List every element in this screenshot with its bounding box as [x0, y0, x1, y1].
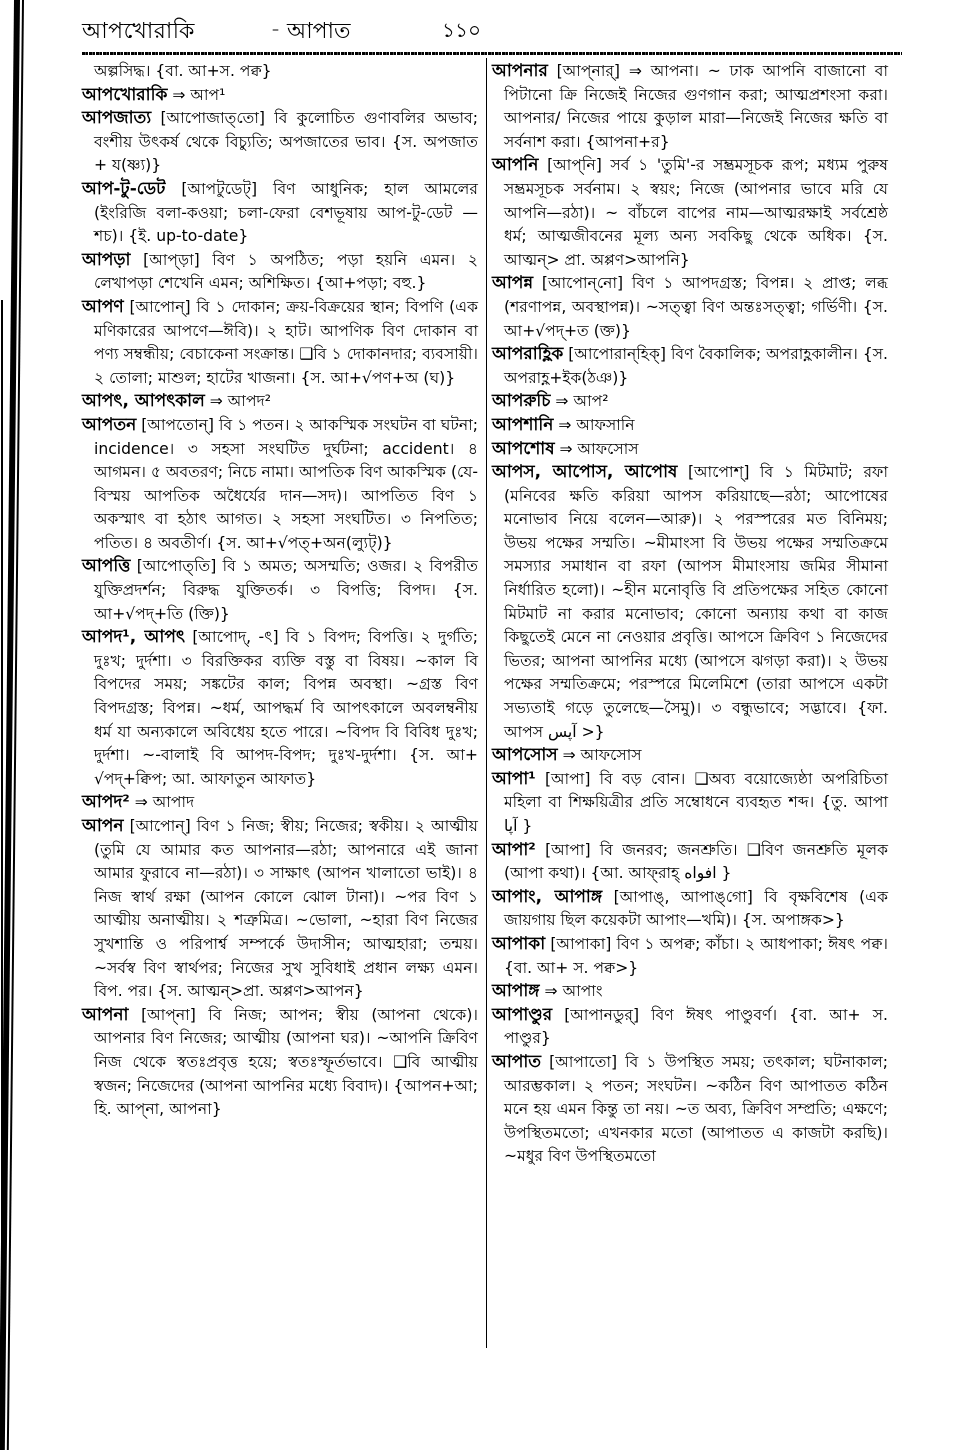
page-header	[82, 0, 902, 50]
entry-definition: [আপা] বি জনরব; জনশ্রুতি। ❑বিণ জনশ্রুতি মূলক (আপা কথা)। {আ. আফ্‌রাহ্ افواه }	[504, 840, 888, 883]
entry-definition: ⇒ আফসোস	[559, 439, 639, 458]
dictionary-entry	[492, 414, 888, 438]
entry-definition: [আপোন্‌নো] বিণ ১ আপদগ্রস্ত; বিপন্ন। ২ প্রাপ্ত; লব্ধ (শরণাপন্ন, অবস্থাপন্ন)। ~সত্ত্বা বিণ অন্তঃসত্ত্বা; গর্ভিণী। {স. আ+√পদ্+ত (ক্ত)}	[504, 274, 888, 340]
entry-headword: আপজাত্য	[82, 108, 152, 129]
dictionary-entry	[492, 272, 888, 343]
entry-headword: আপণ	[82, 296, 124, 317]
dictionary-entry	[82, 249, 478, 296]
entry-definition: [আপোশ্] বি ১ মিটমাট; রফা (মনিবের ক্ষতি করিয়া আপস করিয়াছে—রঠা; আপোষের মনোভাব নিয়ে বলেন—আরু)। ২ পরস্পরের মত বিনিময়; উভয় পক্ষের সম্মতি। ~মীমাংসা বি উভয় পক্ষের সম্মতিক্রমে সমস্যার সমাধান বা রফা (আপস মীমাংসায় জমির সীমানা নির্ধারিত হলো)। ~হীন মনোবৃত্তি বি প্রতিপক্ষের সহিত কোনো মিটমাট না করার মনোভাব; কোনো অন্যায় কথা বা কাজ কিছুতেই মেনে না নেওয়ার প্রবৃত্তি। আপসে ক্রিবিণ ১ নিজেদের ভিতর; আপনা আপনির মধ্যে (আপসে ঝগড়া করা)। ২ উভয় পক্ষের সম্মতিক্রমে; পরস্পরে মিলেমিশে (তারা আপসে একটা সভ্যতাই গড়ে তুলেছে—সৈমু)। ৩ বন্ধুভাবে; সদ্ভাবে। {ফা. আপস آپس >}	[504, 463, 888, 741]
entry-definition: ⇒ আপদ²	[209, 392, 271, 411]
dictionary-entry	[492, 390, 888, 414]
entry-headword: আপাণ্ডুর	[492, 1004, 553, 1025]
entry-definition: [আপাতো] বি ১ উপস্থিত সময়; তৎকাল; ঘটনাকাল; আরম্ভকাল। ২ পতন; সংঘটন। ~কঠিন বিণ আপাতত কঠিন মনে হয় এমন কিন্তু তা নয়। ~ত অব্য, ক্রিবিণ সম্প্রতি; এক্ষণে; উপস্থিতমতো; এখনকার মতো (আপাতত এ কাজটা করছি)। ~মধুর বিণ উপস্থিতমতো	[504, 1052, 888, 1166]
entry-definition: [আপোত্‌তি] বি ১ অমত; অসম্মতি; ওজর। ২ বিপরীত যুক্তিপ্রদর্শন; বিরুদ্ধ যুক্তিতর্ক। ৩ বিপত্তি; বিপদ। {স. আ+√পদ্+তি (ক্তি)}	[94, 557, 478, 623]
dictionary-entry	[492, 839, 888, 886]
entry-definition: ⇒ আফসোস	[562, 746, 642, 765]
dictionary-entry	[82, 296, 478, 390]
entry-headword: আপাত	[492, 1051, 542, 1072]
entry-definition: [আপতোন্] বি ১ পতন। ২ আকস্মিক সংঘটন বা ঘটনা; incidence। ৩ সহসা সংঘটিত দুর্ঘটনা; accident। ৪ আগমন। ৫ অবতরণ; নিচে নামা। আপতিক বিণ আকস্মিক (যে-বিস্ময় আপতিক অধৈর্যের দান—সদ)। আপতিত বিণ ১ অকস্মাৎ বা হঠাৎ আগত। ২ সহসা সংঘটিত। ৩ নিপতিত; পতিত। ৪ অবতীর্ণ। {স. আ+√পত্+অন(ল্যুট্)}	[94, 415, 478, 552]
entry-headword: আপা²	[492, 839, 536, 860]
right-column	[492, 60, 888, 1169]
entry-definition: [আপোরান্‌হিক্] বিণ বৈকালিক; অপরাহ্ণকালীন। {স. অপরাহ্ণ+ইক(ঠঞ)}	[504, 345, 888, 387]
entry-headword: আপরাহ্ণিক	[492, 344, 564, 365]
entry-headword: আপতন	[82, 414, 137, 435]
left-column	[82, 60, 478, 1122]
entry-headword: আপখোরাকি	[82, 84, 168, 105]
entry-headword: আপদ²	[82, 792, 130, 813]
dictionary-entry	[82, 178, 478, 249]
entry-definition: [আপা] বি বড় বোন। ❑অব্য বয়োজ্যেষ্ঠা অপরিচিতা মহিলা বা শিক্ষয়িত্রীর প্রতি সম্বোধনে ব্যবহৃত শব্দ। {তু. আপা آپا }	[504, 769, 888, 835]
entry-definition: [আপাকা] বিণ ১ অপক্ব; কাঁচা। ২ আধপাকা; ঈষৎ পক্ব। {বা. আ+ স. পক্ব>}	[504, 934, 888, 977]
entry-definition: ⇒ আপাং	[544, 982, 603, 1001]
entry-definition: ⇒ আপ¹	[172, 85, 226, 104]
entry-headword: আপাঙ্গ	[492, 981, 540, 1002]
entry-headword: আপরুচি	[492, 391, 551, 412]
scan-border-edge	[1, 300, 3, 1450]
entry-definition: [আপোন্] বি ১ দোকান; ক্রয়-বিক্রয়ের স্থান; বিপণি (এক মণিকারের আপণে—ঈবি)। ২ হাট। আপণিক বিণ দোকান বা পণ্য সম্বন্ধীয়; বেচাকেনা সংক্রান্ত। ❑বি ১ দোকানদার; ব্যবসায়ী। ২ তোলা; মাশুল; হাটের খাজনা। {স. আ+√পণ+অ (ঘ)}	[94, 297, 478, 387]
column-divider	[486, 58, 487, 1348]
dictionary-entry	[492, 980, 888, 1004]
entry-headword: আপস, আপোস, আপোষ	[492, 462, 678, 483]
entry-definition: অল্পসিদ্ধ। {বা. আ+স. পক্ব}	[94, 62, 272, 80]
entry-definition: [আপোজাত্‌তো] বি কুলোচিত গুণাবলির অভাব; বংশীয় উৎকর্ষ থেকে বিচ্যুতি; অপজাতের ভাব। {স. অপজাত + য(ষ্ণ্য)}	[94, 109, 478, 175]
entry-headword: আপাকা	[492, 933, 546, 954]
entry-definition: ⇒ আপ²	[555, 392, 609, 411]
header-rule	[82, 52, 902, 55]
entry-definition: [আপোন্] বিণ ১ নিজ; স্বীয়; নিজের; স্বকীয়। ২ আত্মীয় (তুমি যে আমার কত আপনার—রঠা; আপনারে এই জানা আমার ফুরাবে না—রঠা)। ৩ সাক্ষাৎ (আপন খালাতো ভাই)। ৪ নিজ স্বার্থ রক্ষা (আপন কোলে ঝোল টানা)। ~পর বিণ ১ আত্মীয় অনাত্মীয়। ২ শত্রুমিত্র। ~ভোলা, ~হারা বিণ নিজের সুখশান্তি ও পরিপার্শ্ব সম্পর্কে উদাসীন; আত্মহারা; তন্ময়। ~সর্বস্ব বিণ স্বার্থপর; নিজের সুখ সুবিধাই প্রধান লক্ষ্য এমন। বিপ. পর। {স. আত্মন্>প্রা. অপ্পণ>আপন}	[94, 817, 478, 1001]
dictionary-entry	[82, 555, 478, 626]
entry-definition: [আপানডুর্] বিণ ঈষৎ পাণ্ডুবর্ণ। {বা. আ+ স. পাণ্ডুর}	[504, 1005, 888, 1048]
dictionary-entry	[492, 438, 888, 462]
entry-definition: [আপ্‌ড়া] বিণ ১ অপঠিত; পড়া হয়নি এমন। ২ লেখাপড়া শেখেনি এমন; অশিক্ষিত। {আ+পড়া; বহু.}	[94, 250, 478, 293]
entry-headword: আপন	[82, 816, 124, 836]
dictionary-entry	[492, 154, 888, 272]
dictionary-entry	[492, 343, 888, 390]
dictionary-entry	[82, 60, 478, 84]
entry-definition: [আপ্‌না] বি নিজ; আপন; স্বীয় (আপনা থেকে)। আপনার বিণ নিজের; আত্মীয় (আপনা ঘর)। ~আপনি ক্রিবিণ নিজ থেকে স্বতঃপ্রবৃত্ত হয়ে; স্বতঃস্ফূর্তভাবে। ❑বি আত্মীয় স্বজন; নিজেদের (আপনা আপনির মধ্যে বিবাদ)। {আপন+আ; হি. আপ্‌না, আপনা}	[94, 1005, 478, 1119]
dictionary-entry	[492, 886, 888, 933]
dictionary-entry	[82, 815, 478, 1004]
dictionary-entry	[492, 60, 888, 154]
entry-definition: [আপটুডেট্] বিণ আধুনিক; হাল আমলের (ইংরিজি বলা-কওয়া; চলা-ফেরা বেশভূষায় আপ-টু-ডেট —শচ)। {ই. up-to-date}	[94, 179, 478, 246]
dictionary-entry	[492, 1004, 888, 1051]
entry-headword: আপশানি	[492, 414, 554, 435]
dictionary-entry	[492, 933, 888, 980]
entry-definition: ⇒ আফসানি	[558, 415, 635, 434]
dictionary-entry	[492, 768, 888, 839]
entry-definition: ⇒ আপাদ	[134, 793, 195, 812]
dictionary-entry	[82, 390, 478, 414]
page-number: ১১০	[442, 18, 481, 42]
entry-definition: [আপ্‌নার্] ⇒ আপনা। ~ ঢাক আপনি বাজানো বা পিটানো ক্রি নিজেই নিজের গুণগান করা; আত্মপ্রশংসা করা। আপনার/ নিজের পায়ে কুড়াল মারা—নিজেই নিজের ক্ষতি বা সর্বনাশ করা। {আপনা+র}	[504, 62, 888, 151]
entry-headword: আপাং, আপাঙ্গ	[492, 886, 603, 907]
entry-headword: আপড়া	[82, 249, 131, 270]
entry-definition: [আপাঙ্, আপাঙ্‌গো] বি বৃক্ষবিশেষ (এক জায়গায় ছিল কয়েকটা আপাং—খমি)। {স. অপাঙ্গক>}	[504, 887, 888, 930]
dictionary-entry	[82, 107, 478, 178]
dictionary-entry	[82, 414, 478, 556]
entry-headword: আপৎ, আপৎকাল	[82, 391, 205, 412]
dictionary-entry	[82, 1004, 478, 1122]
guide-word-separator: –	[272, 22, 279, 38]
entry-headword: আপনা	[82, 1004, 129, 1025]
entry-definition: [আপোদ্, -ৎ] বি ১ বিপদ; বিপত্তি। ২ দুর্গতি; দুঃখ; দুর্দশা। ৩ বিরক্তিকর ব্যক্তি বস্তু বা বিষয়। ~কাল বি বিপদের সময়; সঙ্কটের কাল; বিপন্ন অবস্থা। ~গ্রস্ত বিণ বিপদগ্রস্ত; বিপন্ন। ~ধর্ম, আপদ্ধর্ম বি আপৎকালে অবলম্বনীয় ধর্ম যা অন্যকালে অবিধেয় হতে পারে। ~বিপদ বি বিবিধ দুঃখ; দুর্দশা। ~-বালাই বি আপদ-বিপদ; দুঃখ-দুর্দশা। {স. আ+ √পদ্+ক্বিপ; আ. আফাতুন আফাত}	[94, 628, 478, 788]
entry-headword: আপনার	[492, 61, 548, 81]
entry-definition: [আপ্‌নি] সর্ব ১ 'তুমি'-র সম্ভ্রমসূচক রূপ; মধ্যম পুরুষ সম্ভ্রমসূচক সর্বনাম। ২ স্বয়ং; নিজে (আপনার ভাবে মরি যে আপনি—রঠা)। ~ বাঁচলে বাপের নাম—আত্মরক্ষাই সর্বশ্রেষ্ঠ ধর্ম; আত্মজীবনের মূল্য অন্য সবকিছু থেকে অধিক। {স. আত্মন্> প্রা. অপ্পণ>আপনি}	[504, 156, 888, 269]
guide-word-first: আপখোরাকি	[82, 19, 195, 44]
entry-headword: আপদ¹, আপৎ	[82, 627, 185, 648]
dictionary-entry	[82, 84, 478, 108]
dictionary-entry	[492, 744, 888, 768]
entry-headword: আপসোস	[492, 745, 558, 766]
entry-headword: আপন্ন	[492, 273, 534, 294]
guide-word-last: আপাত	[287, 19, 351, 44]
dictionary-entry	[492, 1051, 888, 1169]
entry-headword: আপা¹	[492, 768, 536, 789]
dictionary-entry	[82, 626, 478, 791]
dictionary-entry	[82, 791, 478, 815]
entry-headword: আপত্তি	[82, 556, 131, 577]
entry-headword: আপনি	[492, 155, 539, 176]
entry-headword: আপশোষ	[492, 438, 555, 459]
dictionary-entry	[492, 461, 888, 744]
entry-headword: আপ-টু-ডেট	[82, 178, 166, 199]
